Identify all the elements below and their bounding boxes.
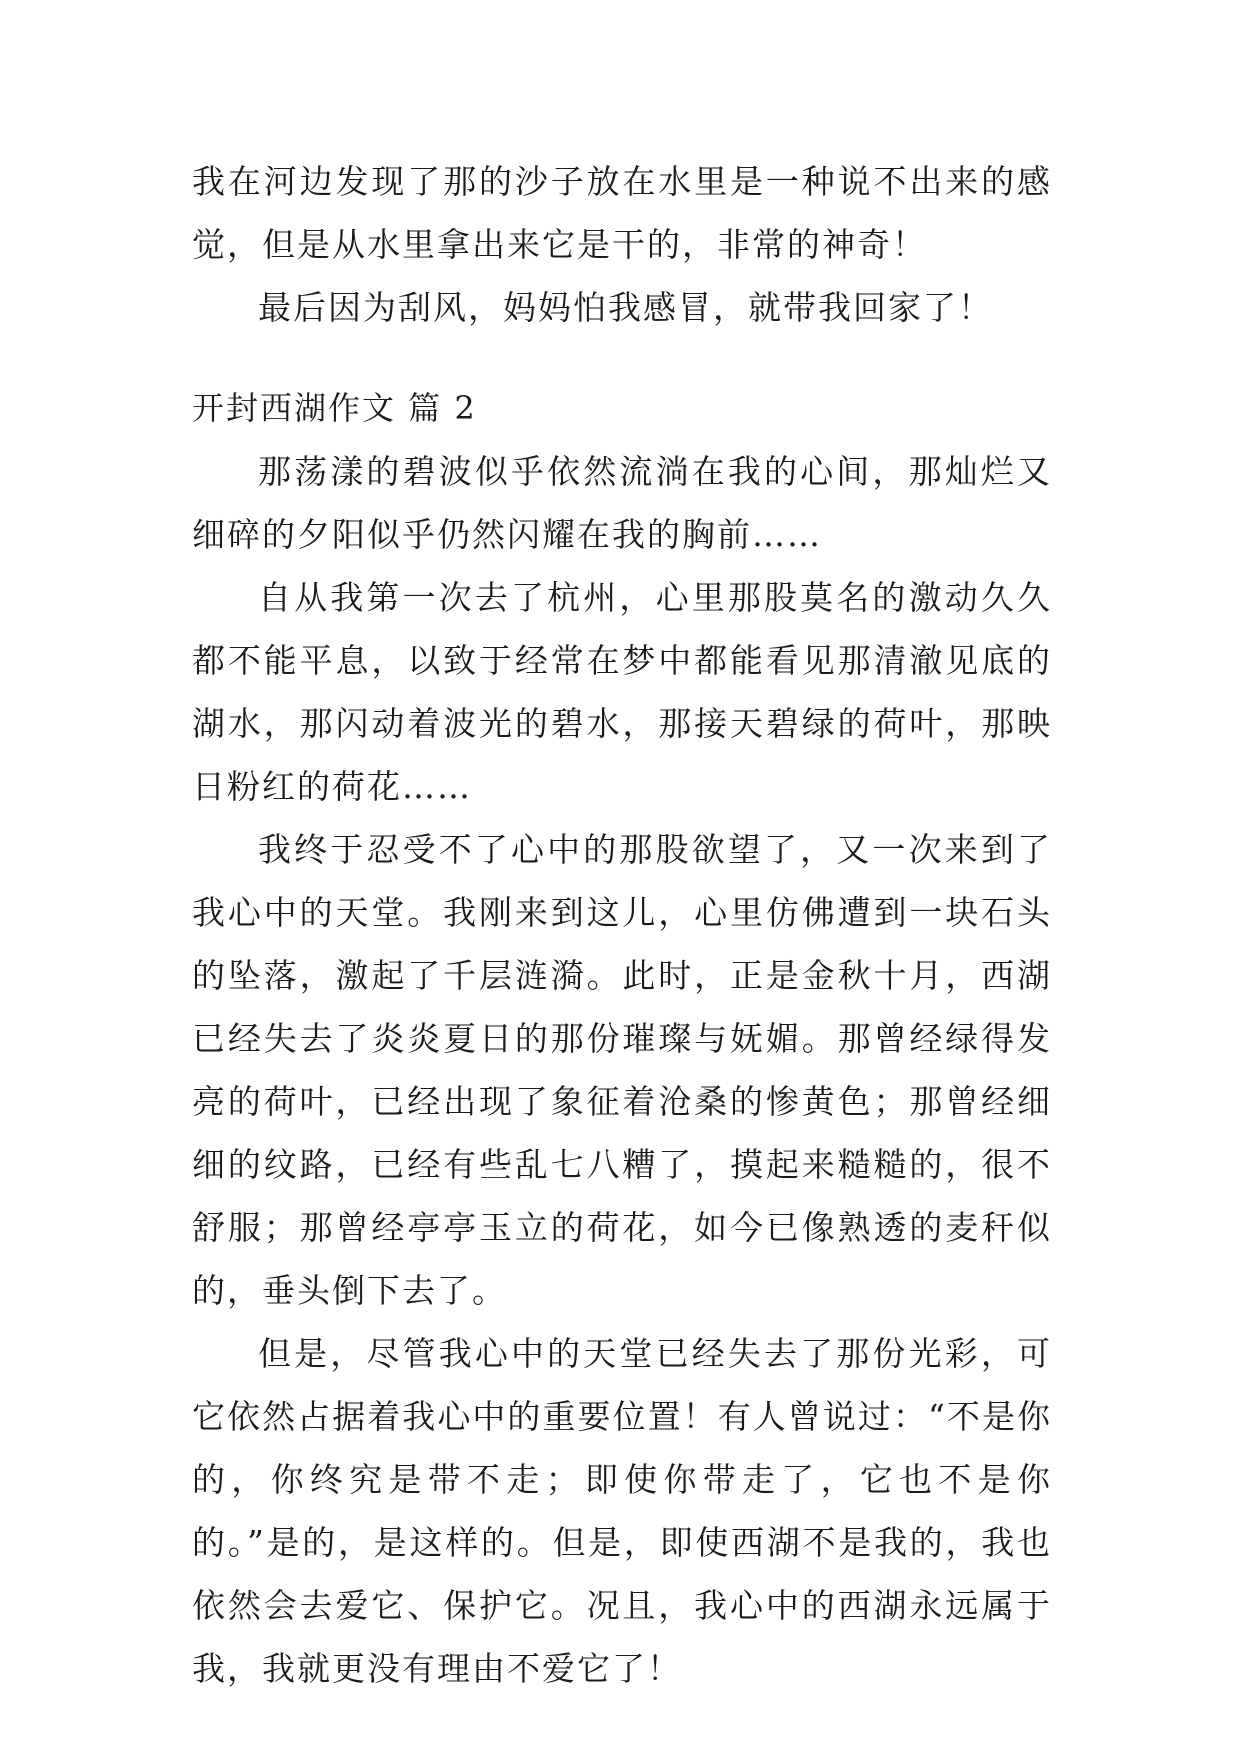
section-title: 开封西湖作文 篇 2: [192, 389, 477, 427]
paragraph-4: 但是，尽管我心中的天堂已经失去了那份光彩，可它依然占据着我心中的重要位置！有人曾说过：“不是你的，你终究是带不走；即使你带走了，它也不是你的。”是的，是这样的。但是，即使西湖不是我的，我也依然会去爱它、保护它。况且，我心中的西湖永远属于我，我就更没有理由不爱它了！: [192, 1334, 1052, 1688]
document-body: [192, 150, 1052, 1700]
paragraph-3: 我终于忍受不了心中的那股欲望了，又一次来到了我心中的天堂。我刚来到这儿，心里仿佛遭到一块石头的坠落，激起了千层涟漪。此时，正是金秋十月，西湖已经失去了炎炎夏日的那份璀璨与妩媚。那曾经绿得发亮的荷叶，已经出现了象征着沧桑的惨黄色；那曾经细细的纹路，已经有些乱七八糟了，摸起来糙糙的，很不舒服；那曾经亭亭玉立的荷花，如今已像熟透的麦秆似的，垂头倒下去了。: [192, 830, 1052, 1310]
intro-paragraph-continued: 我在河边发现了那的沙子放在水里是一种说不出来的感觉，但是从水里拿出来它是干的，非常的神奇！: [192, 162, 1052, 264]
paragraph-1: 那荡漾的碧波似乎依然流淌在我的心间，那灿烂又细碎的夕阳似乎仍然闪耀在我的胸前……: [192, 452, 1052, 554]
paragraph-2: 自从我第一次去了杭州，心里那股莫名的激动久久都不能平息，以致于经常在梦中都能看见那清澈见底的湖水，那闪动着波光的碧水，那接天碧绿的荷叶，那映日粉红的荷花……: [192, 578, 1052, 806]
intro-paragraph-ending: 最后因为刮风，妈妈怕我感冒，就带我回家了！: [258, 288, 993, 327]
